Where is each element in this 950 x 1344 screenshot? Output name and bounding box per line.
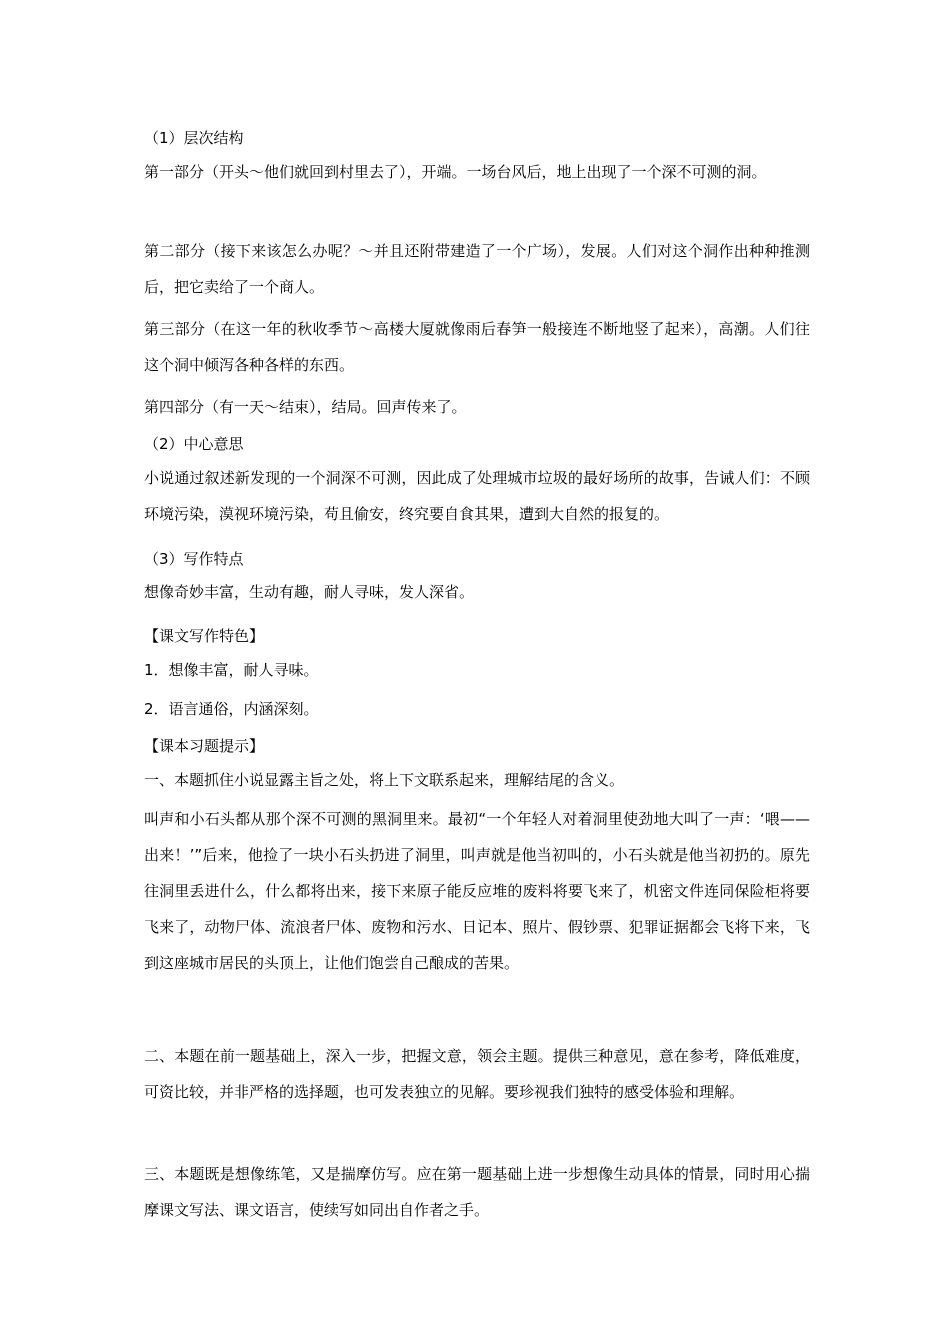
paragraph-exercise-1: 一、本题抓住小说显露主旨之处，将上下文联系起来，理解结尾的含义。 (144, 771, 625, 789)
section-heading-exercise-hints: 【课本习题提示】 (144, 737, 265, 755)
paragraph-part-two: 第二部分（接下来该怎么办呢？～并且还附带建造了一个广场），发展。人们对这个洞作出种种推测后，把它卖给了一个商人。 (144, 242, 810, 296)
section-heading-main-idea: （2）中心意思 (144, 435, 244, 453)
paragraph-features: 想像奇妙丰富，生动有趣，耐人寻味，发人深省。 (144, 583, 475, 601)
section-heading-features: （3）写作特点 (144, 550, 244, 568)
list-item-trait-1: 1．想像丰富，耐人寻味。 (144, 661, 319, 679)
paragraph-exercise-2: 二、本题在前一题基础上，深入一步，把握文意，领会主题。提供三种意见，意在参考，降低难度，可资比较，并非严格的选择题，也可发表独立的见解。要珍视我们独特的感受体验和理解。 (144, 1047, 810, 1101)
section-heading-writing-traits: 【课文写作特色】 (144, 627, 265, 645)
paragraph-part-four: 第四部分（有一天～结束），结局。回声传来了。 (144, 398, 467, 416)
section-heading-structure: （1）层次结构 (144, 129, 244, 147)
list-item-trait-2: 2．语言通俗，内涵深刻。 (144, 700, 319, 718)
paragraph-exercise-1-detail: 叫声和小石头都从那个深不可测的黑洞里来。最初“一个年轻人对着洞里使劲地大叫了一声：‘喂——出来！’”后来，他捡了一块小石头扔进了洞里，叫声就是他当初叫的，小石头就是他当初扔的。原先往洞里丢进什么，什么都将出来，接下来原子能反应堆的废料将要飞来了，机密文件连同保险柜将要飞来了，动物尸体、流浪者尸体、废物和污水、日记本、照片、假钞票、犯罪证据都会飞将下来，飞到这座城市居民的头顶上，让他们饱尝自己酿成的苦果。 (144, 810, 810, 972)
paragraph-part-one: 第一部分（开头～他们就回到村里去了），开端。一场台风后，地上出现了一个深不可测的洞。 (144, 163, 767, 181)
paragraph-part-three: 第三部分（在这一年的秋收季节～高楼大厦就像雨后春笋一般接连不断地竖了起来），高潮。人们往这个洞中倾泻各种各样的东西。 (144, 320, 810, 374)
paragraph-exercise-3: 三、本题既是想像练笔，又是揣摩仿写。应在第一题基础上进一步想像生动具体的情景，同时用心揣摩课文写法、课文语言，使续写如同出自作者之手。 (144, 1165, 810, 1219)
paragraph-main-idea: 小说通过叙述新发现的一个洞深不可测，因此成了处理城市垃圾的最好场所的故事，告诫人们：不顾环境污染，漠视环境污染，苟且偷安，终究要自食其果，遭到大自然的报复的。 (144, 469, 810, 523)
